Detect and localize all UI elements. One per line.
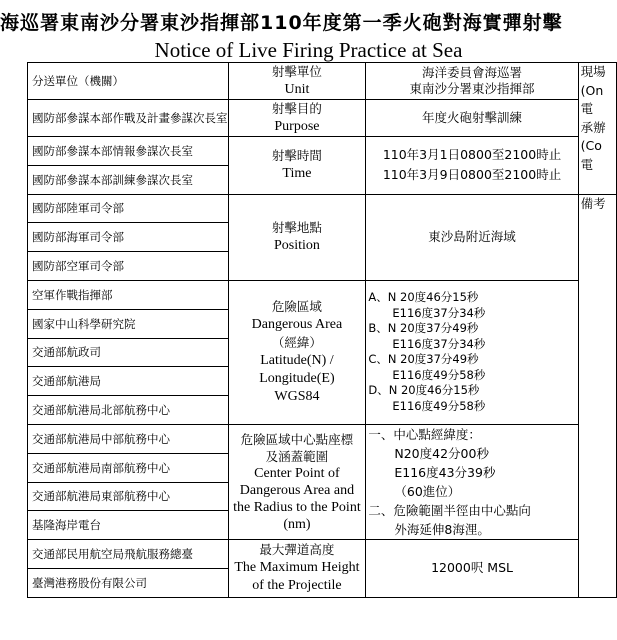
danger-label: 危險區域 Dangerous Area （經緯） Latitude(N) / Longitude(E) WGS84 <box>228 280 366 424</box>
purpose-value: 年度火砲射擊訓練 <box>366 100 578 137</box>
time-value: 110年3月1日0800至2100時止 110年3月9日0800至2100時止 <box>366 137 578 195</box>
dist-item: 交通部航港局 <box>28 367 229 396</box>
height-value: 12000呎 MSL <box>366 540 578 598</box>
unit-label: 射擊單位 Unit <box>228 63 366 100</box>
dist-item: 基隆海岸電台 <box>28 511 229 540</box>
notice-table <box>27 62 617 598</box>
right-contact-block: 現場 (On 電 承辦 (Co 電 <box>578 63 616 195</box>
dist-item: 國防部參謀本部情報參謀次長室 <box>28 137 229 166</box>
dist-item: 國防部參謀本部作戰及計畫參謀次長室 <box>28 100 229 137</box>
dist-header: 分送單位（機關） <box>28 63 229 100</box>
remarks-block: 備考 <box>578 194 616 597</box>
dist-item: 交通部航港局中部航務中心 <box>28 424 229 453</box>
dist-item: 交通部航港局南部航務中心 <box>28 453 229 482</box>
dist-item: 臺灣港務股份有限公司 <box>28 568 229 597</box>
dist-item: 國防部空軍司令部 <box>28 252 229 281</box>
position-label: 射擊地點 Position <box>228 194 366 280</box>
page-subtitle: Notice of Live Firing Practice at Sea <box>154 38 463 62</box>
coord-point-a: A、N 20度46分15秒 <box>368 290 479 305</box>
danger-coordinates: A、N 20度46分15秒 E116度37分34秒 B、N 20度37分49秒 E116度37分34秒 C、N 20度37分49秒 E116度49分58秒 D、N 20度46分15秒 E116度49分58秒 <box>366 280 578 424</box>
dist-item: 國防部參謀本部訓練參謀次長室 <box>28 165 229 194</box>
position-value: 東沙島附近海域 <box>366 194 578 280</box>
coord-point-d: D、N 20度46分15秒 <box>368 383 480 398</box>
dist-item: 國家中山科學研究院 <box>28 309 229 338</box>
dist-item: 國防部陸軍司令部 <box>28 194 229 223</box>
center-label: 危險區域中心點座標 及涵蓋範圍 Center Point of Dangerous Area and the Radius to the Point (nm) <box>228 424 366 539</box>
dist-item: 交通部航港局北部航務中心 <box>28 396 229 425</box>
purpose-label: 射擊目的 Purpose <box>228 100 366 137</box>
dist-item: 空軍作戰指揮部 <box>28 280 229 309</box>
unit-value: 海洋委員會海巡署 東南沙分署東沙指揮部 <box>366 63 578 100</box>
coord-point-b: B、N 20度37分49秒 <box>368 321 479 336</box>
time-label: 射擊時間 Time <box>228 137 366 195</box>
coord-point-c: C、N 20度37分49秒 <box>368 352 479 367</box>
height-label: 最大彈道高度 The Maximum Height of the Projectile <box>228 540 366 598</box>
page-title: 海巡署東南沙分署東沙指揮部110年度第一季火砲對海實彈射擊 <box>0 12 563 34</box>
dist-item: 國防部海軍司令部 <box>28 223 229 252</box>
dist-item: 交通部航港局東部航務中心 <box>28 482 229 511</box>
center-value: 一、中心點經緯度： N20度42分00秒 E116度43分39秒 （60進位） 二、危險範圍半徑由中心點向 外海延伸8海浬。 <box>366 424 578 539</box>
dist-item: 交通部民用航空局飛航服務總臺 <box>28 540 229 569</box>
dist-item: 交通部航政司 <box>28 338 229 367</box>
